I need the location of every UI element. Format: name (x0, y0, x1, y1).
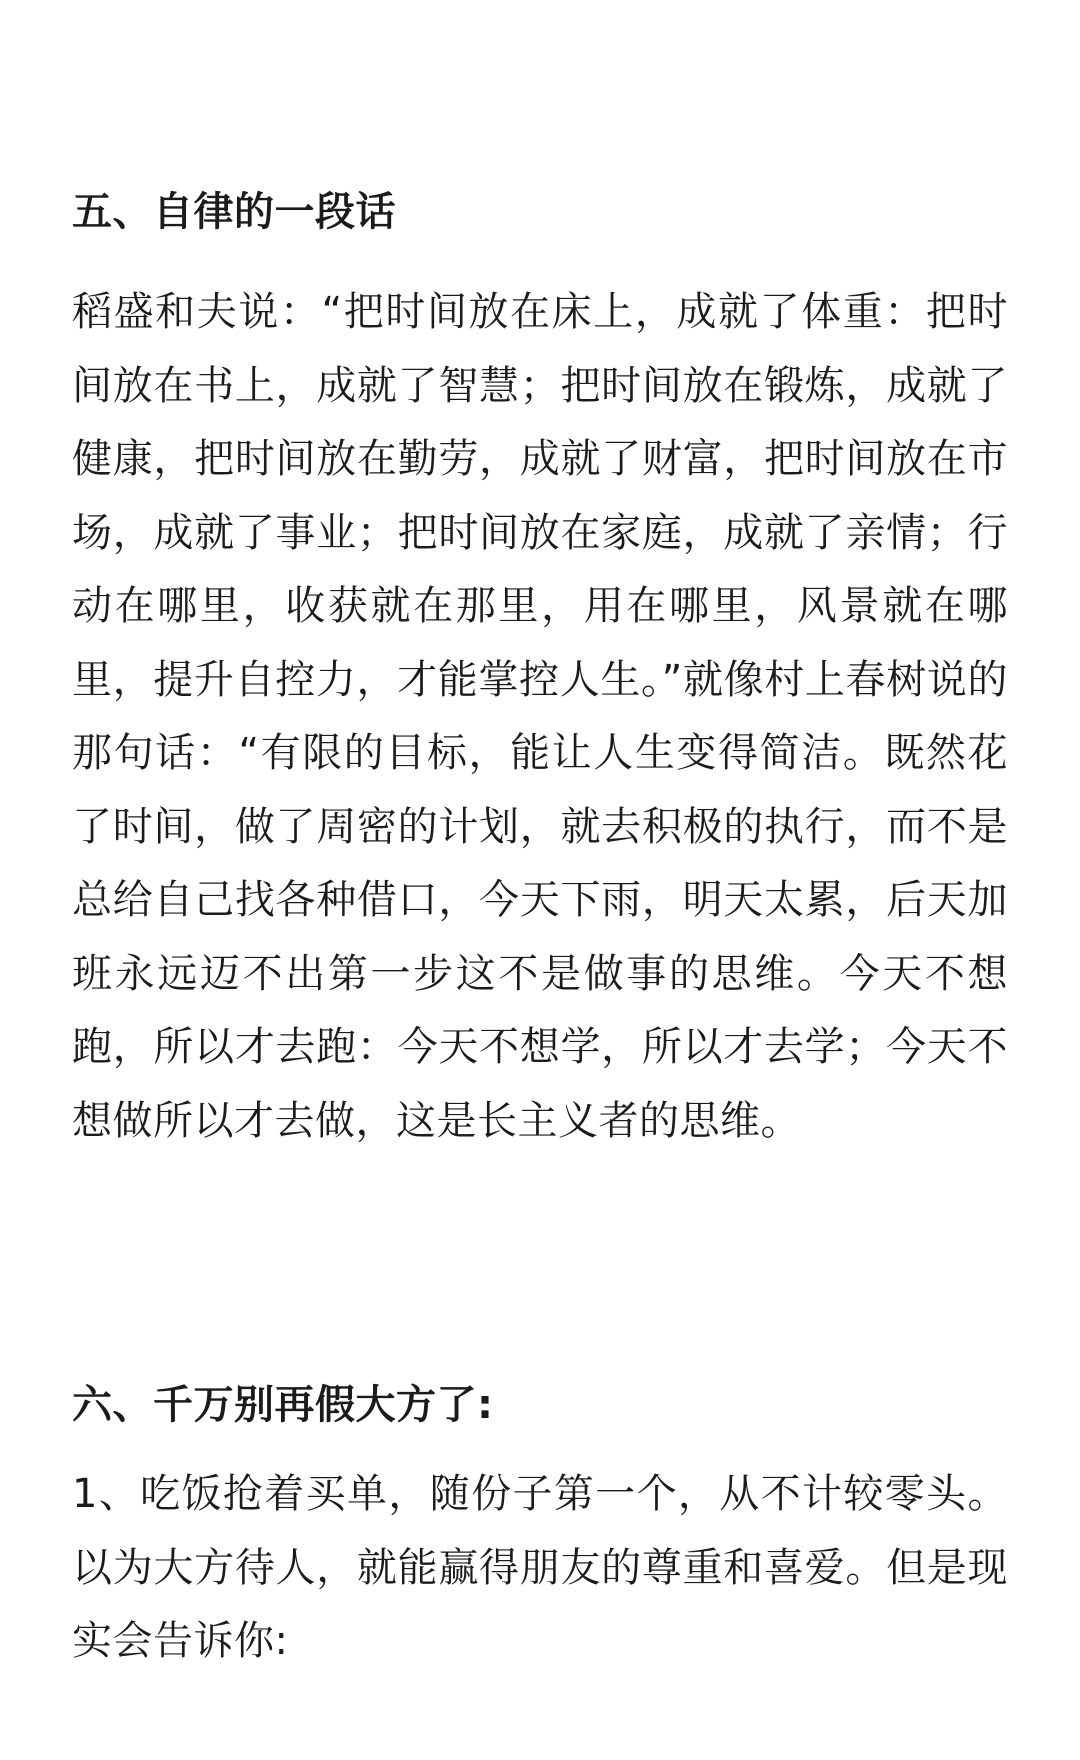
section-5-paragraph: 稻盛和夫说：“把时间放在床上，成就了体重：把时间放在书上，成就了智慧；把时间放在锻炼，成就了健康，把时间放在勤劳，成就了财富，把时间放在市场，成就了事业；把时间放在家庭，成就了亲情；行动在哪里，收获就在那里，用在哪里，风景就在哪里，提升自控力，才能掌控人生。”就像村上春树说的那句话：“有限的目标，能让人生变得简洁。既然花了时间，做了周密的计划，就去积极的执行，而不是总给自己找各种借口，今天下雨，明天太累，后天加班永远迈不出第一步这不是做事的思维。今天不想跑，所以才去跑：今天不想学，所以才去学；今天不想做所以才去做，这是长主义者的思维。 (72, 289, 1008, 1144)
section-5-heading: 五、自律的一段话 (72, 189, 396, 235)
section-6-heading: 六、千万别再假大方了: (72, 1382, 494, 1428)
section-6-paragraph: 1、吃饭抢着买单，随份子第一个，从不计较零头。以为大方待人，就能赢得朋友的尊重和喜爱。但是现实会告诉你: (72, 1471, 1008, 1664)
